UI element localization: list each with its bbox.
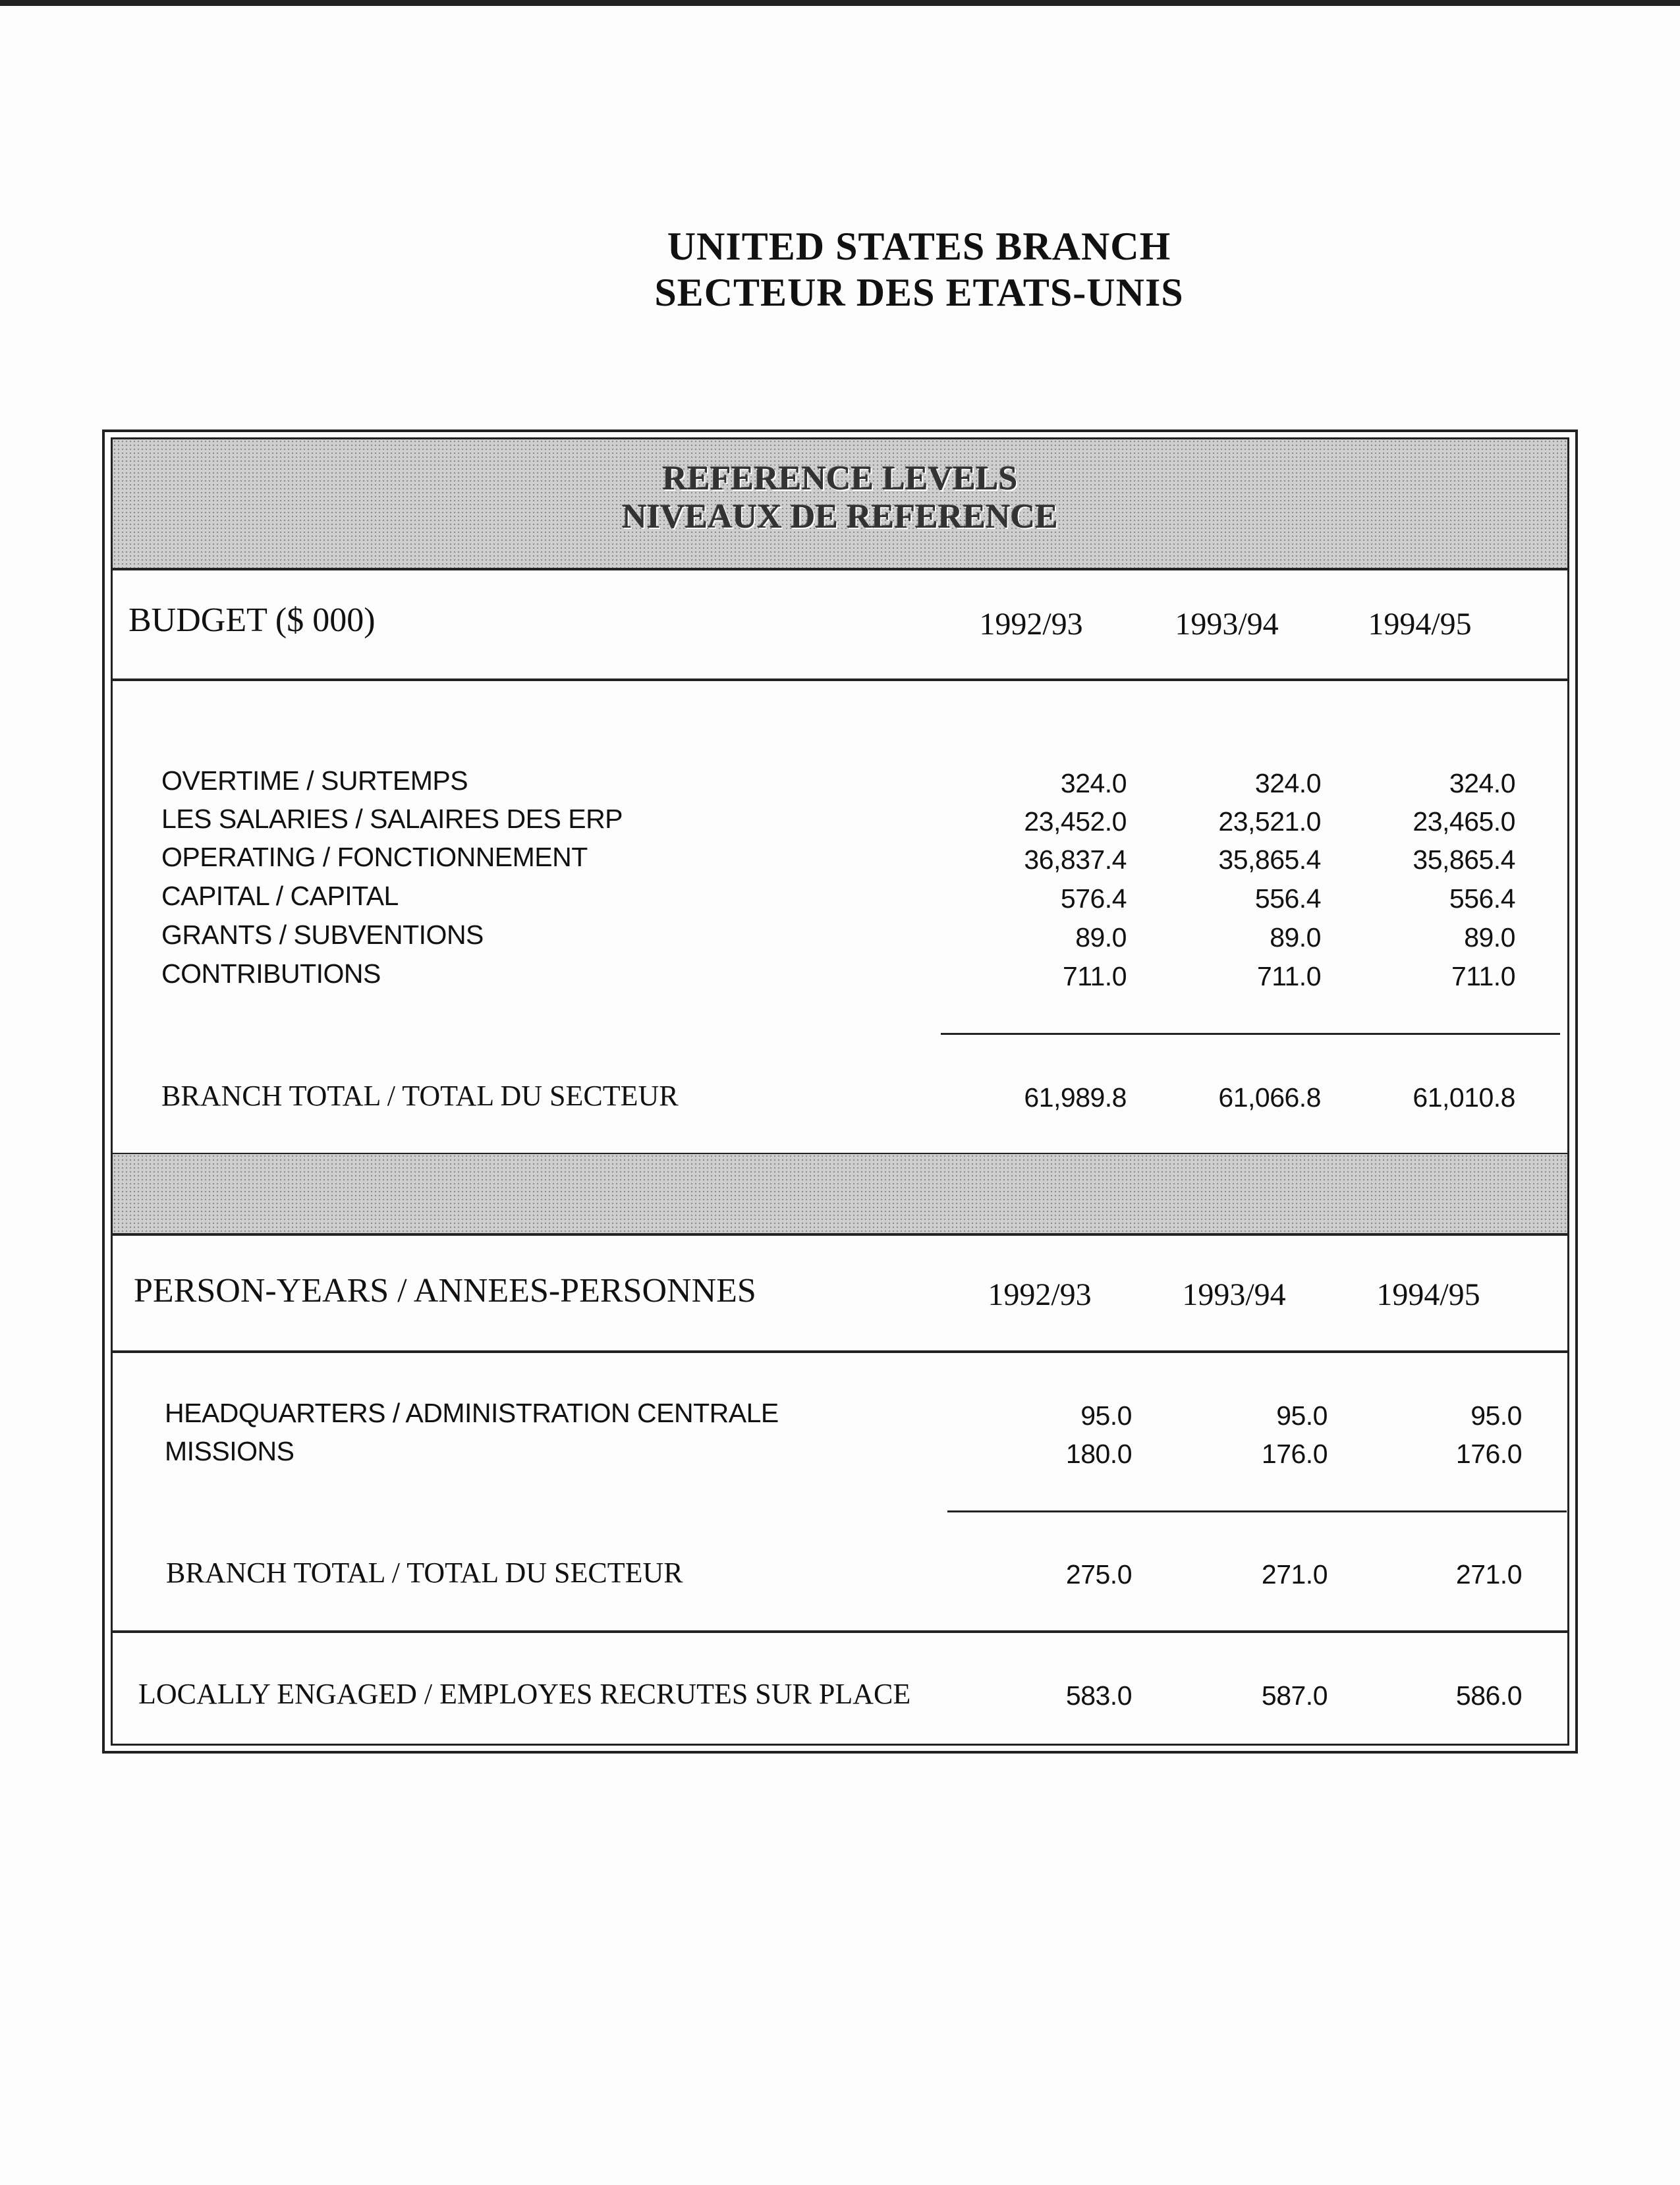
budget-row-value: 35,865.4 bbox=[1218, 844, 1321, 875]
total-rule bbox=[947, 1510, 1567, 1512]
budget-row-value: 556.4 bbox=[1449, 883, 1515, 914]
budget-total-value: 61,066.8 bbox=[1218, 1082, 1321, 1113]
reference-levels-title: REFERENCE LEVELS bbox=[662, 460, 1018, 497]
divider bbox=[113, 1350, 1567, 1353]
person-years-row-value: 176.0 bbox=[1261, 1439, 1328, 1469]
budget-row-label: LES SALARIES / SALAIRES DES ERP bbox=[161, 804, 623, 834]
budget-row-value: 89.0 bbox=[1464, 922, 1515, 953]
locally-engaged-label: LOCALLY ENGAGED / EMPLOYES RECRUTES SUR PLACE bbox=[138, 1678, 911, 1710]
divider bbox=[113, 1233, 1567, 1236]
budget-row-value: 711.0 bbox=[1062, 961, 1127, 991]
person-years-total-value: 271.0 bbox=[1261, 1559, 1328, 1590]
divider bbox=[113, 568, 1567, 570]
budget-row-value: 576.4 bbox=[1060, 883, 1127, 914]
person-years-row-value: 95.0 bbox=[1470, 1400, 1522, 1431]
person-years-year-1: 1992/93 bbox=[988, 1277, 1092, 1312]
total-rule bbox=[941, 1033, 1560, 1035]
person-years-year-2: 1993/94 bbox=[1182, 1277, 1286, 1312]
person-years-row-value: 95.0 bbox=[1276, 1400, 1328, 1431]
person-years-row-value: 176.0 bbox=[1455, 1439, 1522, 1469]
budget-row-value: 711.0 bbox=[1451, 961, 1515, 991]
budget-year-3: 1994/95 bbox=[1368, 607, 1472, 642]
divider bbox=[113, 1630, 1567, 1633]
person-years-row-value: 180.0 bbox=[1065, 1439, 1132, 1469]
budget-total-label: BRANCH TOTAL / TOTAL DU SECTEUR bbox=[161, 1080, 679, 1112]
budget-row-value: 36,837.4 bbox=[1024, 844, 1127, 875]
budget-total-value: 61,010.8 bbox=[1413, 1082, 1515, 1113]
person-years-year-3: 1994/95 bbox=[1376, 1277, 1480, 1312]
divider bbox=[113, 678, 1567, 681]
budget-row-value: 324.0 bbox=[1060, 768, 1127, 798]
page-subtitle: SECTEUR DES ETATS-UNIS bbox=[654, 271, 1184, 314]
budget-row-label: CONTRIBUTIONS bbox=[161, 958, 381, 989]
locally-engaged-value: 586.0 bbox=[1455, 1680, 1522, 1711]
budget-row-value: 324.0 bbox=[1449, 768, 1515, 798]
budget-row-value: 89.0 bbox=[1075, 922, 1127, 953]
budget-row-value: 556.4 bbox=[1254, 883, 1321, 914]
budget-row-value: 711.0 bbox=[1256, 961, 1321, 991]
budget-row-label: GRANTS / SUBVENTIONS bbox=[161, 920, 484, 950]
budget-year-1: 1992/93 bbox=[979, 607, 1083, 642]
locally-engaged-value: 583.0 bbox=[1065, 1680, 1132, 1711]
budget-total-value: 61,989.8 bbox=[1024, 1082, 1127, 1113]
budget-row-value: 35,865.4 bbox=[1413, 844, 1515, 875]
reference-levels-title-fr: NIVEAUX DE REFERENCE bbox=[622, 498, 1058, 536]
budget-row-label: OVERTIME / SURTEMPS bbox=[161, 765, 468, 796]
budget-heading: BUDGET ($ 000) bbox=[128, 601, 376, 639]
person-years-row-value: 95.0 bbox=[1080, 1400, 1132, 1431]
person-years-row-label: MISSIONS bbox=[165, 1436, 294, 1466]
person-years-row-label: HEADQUARTERS / ADMINISTRATION CENTRALE bbox=[165, 1398, 779, 1428]
person-years-total-value: 275.0 bbox=[1065, 1559, 1132, 1590]
locally-engaged-value: 587.0 bbox=[1261, 1680, 1328, 1711]
page-title: UNITED STATES BRANCH bbox=[667, 225, 1171, 268]
budget-row-value: 23,521.0 bbox=[1218, 806, 1321, 837]
budget-row-value: 23,452.0 bbox=[1024, 806, 1127, 837]
top-border bbox=[0, 0, 1680, 6]
section-separator-band bbox=[113, 1154, 1567, 1233]
budget-row-value: 324.0 bbox=[1254, 768, 1321, 798]
person-years-total-value: 271.0 bbox=[1455, 1559, 1522, 1590]
person-years-total-label: BRANCH TOTAL / TOTAL DU SECTEUR bbox=[166, 1557, 683, 1589]
budget-row-label: OPERATING / FONCTIONNEMENT bbox=[161, 842, 588, 872]
budget-row-value: 89.0 bbox=[1270, 922, 1321, 953]
person-years-heading: PERSON-YEARS / ANNEES-PERSONNES bbox=[134, 1272, 756, 1310]
budget-row-label: CAPITAL / CAPITAL bbox=[161, 881, 399, 911]
budget-year-2: 1993/94 bbox=[1175, 607, 1279, 642]
budget-row-value: 23,465.0 bbox=[1413, 806, 1515, 837]
